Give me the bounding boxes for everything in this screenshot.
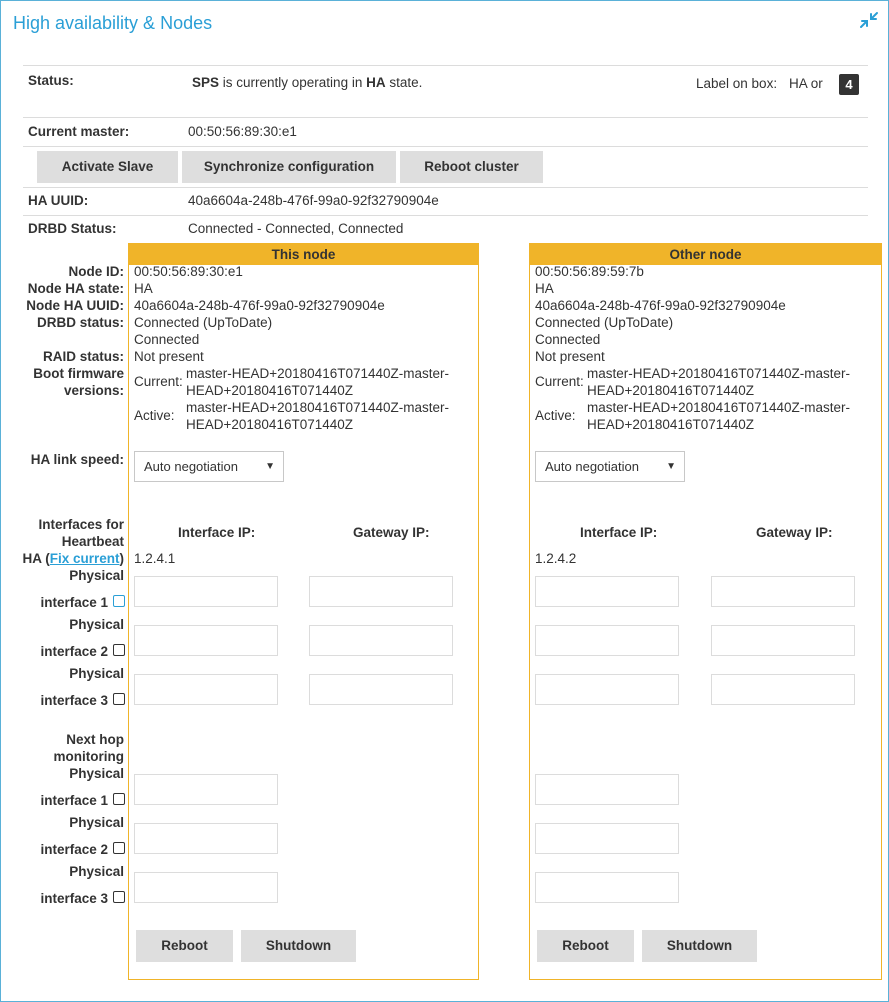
synchronize-configuration-button[interactable]: Synchronize configuration	[182, 151, 396, 183]
this-node-id: 00:50:56:89:30:e1	[134, 264, 243, 279]
activate-slave-button[interactable]: Activate Slave	[37, 151, 178, 183]
other-node-active-fw: master-HEAD+20180416T071440Z-master-	[587, 400, 850, 415]
status-text	[192, 75, 422, 90]
node-ha-state-label: Node HA state:	[27, 281, 124, 296]
other-node-active-fw-2: HEAD+20180416T071440Z	[587, 417, 754, 432]
physical-label: Physical	[69, 568, 124, 583]
other-node-current-fw: master-HEAD+20180416T071440Z-master-	[587, 366, 850, 381]
other-node-link-speed-value: Auto negotiation	[545, 459, 639, 474]
drbd-status-label: DRBD Status:	[28, 221, 117, 236]
other-node-interface-ip-header: Interface IP:	[580, 525, 658, 540]
other-node-id: 00:50:56:89:59:7b	[535, 264, 644, 279]
ha-uuid-value: 40a6604a-248b-476f-99a0-92f32790904e	[188, 193, 439, 208]
divider	[23, 65, 868, 66]
chevron-down-icon: ▼	[265, 461, 275, 472]
ha-prefix: HA (	[22, 551, 50, 566]
other-node-drbd-status: Connected (UpToDate)	[535, 315, 674, 330]
next-hop-label: Next hop	[66, 732, 124, 747]
physical-label: Physical	[69, 666, 124, 681]
other-node-shutdown-button[interactable]: Shutdown	[642, 930, 757, 962]
this-node-link-speed-select[interactable]	[134, 451, 284, 482]
other-node-raid-status: Not present	[535, 349, 605, 364]
other-node-iface1-ip-input[interactable]	[535, 576, 679, 607]
this-node-ha-uuid: 40a6604a-248b-476f-99a0-92f32790904e	[134, 298, 385, 313]
this-node-current-fw-2: HEAD+20180416T071440Z	[186, 383, 353, 398]
status-label: Status:	[28, 73, 74, 88]
this-node-iface3-ip-input[interactable]	[134, 674, 278, 705]
other-node-nexthop3-input[interactable]	[535, 872, 679, 903]
other-node-active-label: Active:	[535, 408, 576, 423]
heartbeat-interface-3-checkbox[interactable]	[113, 693, 125, 705]
raid-status-label: RAID status:	[42, 349, 124, 364]
this-node-active-label: Active:	[134, 408, 175, 423]
interfaces-label-2: Heartbeat	[61, 534, 124, 549]
this-node-nexthop2-input[interactable]	[134, 823, 278, 854]
collapse-arrows-icon[interactable]	[859, 11, 879, 29]
divider	[23, 146, 868, 147]
interfaces-label: Interfaces for	[38, 517, 124, 532]
other-node-nexthop1-input[interactable]	[535, 774, 679, 805]
physical-label: Physical	[69, 617, 124, 632]
other-node-iface2-gateway-input[interactable]	[711, 625, 855, 656]
other-node-gateway-ip-header: Gateway IP:	[756, 525, 833, 540]
ha-uuid-label: HA UUID:	[28, 193, 89, 208]
interfaces-label-3	[22, 551, 124, 566]
this-node-raid-status: Not present	[134, 349, 204, 364]
this-node-active-fw: master-HEAD+20180416T071440Z-master-	[186, 400, 449, 415]
status-mid: is currently operating in	[219, 75, 367, 90]
interface-2-label: interface 2	[40, 644, 108, 659]
other-node-ha-state: HA	[535, 281, 554, 296]
this-node-shutdown-button[interactable]: Shutdown	[241, 930, 356, 962]
drbd-status-row-label: DRBD status:	[36, 315, 124, 330]
nexthop-interface-3-label: interface 3	[40, 891, 108, 906]
other-node-nexthop2-input[interactable]	[535, 823, 679, 854]
this-node-drbd-status-2: Connected	[134, 332, 200, 347]
this-node-current-fw: master-HEAD+20180416T071440Z-master-	[186, 366, 449, 381]
physical-label: Physical	[69, 766, 124, 781]
this-node-current-label: Current:	[134, 374, 183, 389]
other-node-reboot-button[interactable]: Reboot	[537, 930, 634, 962]
ha-suffix: )	[119, 551, 124, 566]
this-node-heartbeat-ip: 1.2.4.1	[134, 551, 176, 566]
reboot-cluster-button[interactable]: Reboot cluster	[400, 151, 543, 183]
physical-label: Physical	[69, 864, 124, 879]
other-node-iface1-gateway-input[interactable]	[711, 576, 855, 607]
divider	[23, 117, 868, 118]
this-node-iface3-gateway-input[interactable]	[309, 674, 453, 705]
node-ha-uuid-label: Node HA UUID:	[26, 298, 124, 313]
divider	[23, 187, 868, 188]
this-node-active-fw-2: HEAD+20180416T071440Z	[186, 417, 353, 432]
other-node-current-label: Current:	[535, 374, 584, 389]
other-node-iface2-ip-input[interactable]	[535, 625, 679, 656]
nexthop-interface-2-checkbox[interactable]	[113, 842, 125, 854]
box-number-badge: 4	[839, 74, 859, 95]
node-id-label: Node ID:	[68, 264, 124, 279]
chevron-down-icon: ▼	[666, 461, 676, 472]
this-node-link-speed-value: Auto negotiation	[144, 459, 238, 474]
this-node-nexthop1-input[interactable]	[134, 774, 278, 805]
current-master-label: Current master:	[28, 124, 130, 139]
divider	[23, 215, 868, 216]
this-node-header: This node	[129, 244, 478, 265]
nexthop-interface-3-checkbox[interactable]	[113, 891, 125, 903]
this-node-drbd-status: Connected (UpToDate)	[134, 315, 273, 330]
next-hop-label-2: monitoring	[53, 749, 124, 764]
this-node-iface1-ip-input[interactable]	[134, 576, 278, 607]
other-node-ha-uuid: 40a6604a-248b-476f-99a0-92f32790904e	[535, 298, 786, 313]
current-master-value: 00:50:56:89:30:e1	[188, 124, 297, 139]
nexthop-interface-1-checkbox[interactable]	[113, 793, 125, 805]
product-name: SPS	[192, 75, 220, 90]
other-node-iface3-gateway-input[interactable]	[711, 674, 855, 705]
heartbeat-interface-1-checkbox[interactable]	[113, 595, 125, 607]
boot-firmware-label-2: versions:	[63, 383, 124, 398]
heartbeat-interface-2-checkbox[interactable]	[113, 644, 125, 656]
interface-3-label: interface 3	[40, 693, 108, 708]
ha-link-speed-label: HA link speed:	[30, 452, 124, 467]
drbd-status-value: Connected - Connected, Connected	[188, 221, 404, 236]
nexthop-interface-2-label: interface 2	[40, 842, 108, 857]
this-node-gateway-ip-header: Gateway IP:	[353, 525, 430, 540]
fix-current-link[interactable]: Fix current	[49, 551, 120, 566]
physical-label: Physical	[69, 815, 124, 830]
label-on-box-label: Label on box:	[696, 76, 778, 91]
this-node-reboot-button[interactable]: Reboot	[136, 930, 233, 962]
other-node-header: Other node	[530, 244, 881, 265]
interface-1-label: interface 1	[40, 595, 108, 610]
this-node-iface2-ip-input[interactable]	[134, 625, 278, 656]
this-node-iface2-gateway-input[interactable]	[309, 625, 453, 656]
label-on-box-value: HA or	[789, 76, 823, 91]
other-node-current-fw-2: HEAD+20180416T071440Z	[587, 383, 754, 398]
status-end: state.	[385, 75, 423, 90]
this-node-ha-state: HA	[134, 281, 153, 296]
boot-firmware-label: Boot firmware	[33, 366, 124, 381]
other-node-iface3-ip-input[interactable]	[535, 674, 679, 705]
ha-state: HA	[366, 75, 386, 90]
other-node-link-speed-select[interactable]	[535, 451, 685, 482]
this-node-iface1-gateway-input[interactable]	[309, 576, 453, 607]
this-node-nexthop3-input[interactable]	[134, 872, 278, 903]
other-node-drbd-status-2: Connected	[535, 332, 601, 347]
panel-title: High availability & Nodes	[13, 13, 213, 33]
nexthop-interface-1-label: interface 1	[40, 793, 108, 808]
other-node-heartbeat-ip: 1.2.4.2	[535, 551, 577, 566]
this-node-interface-ip-header: Interface IP:	[178, 525, 256, 540]
